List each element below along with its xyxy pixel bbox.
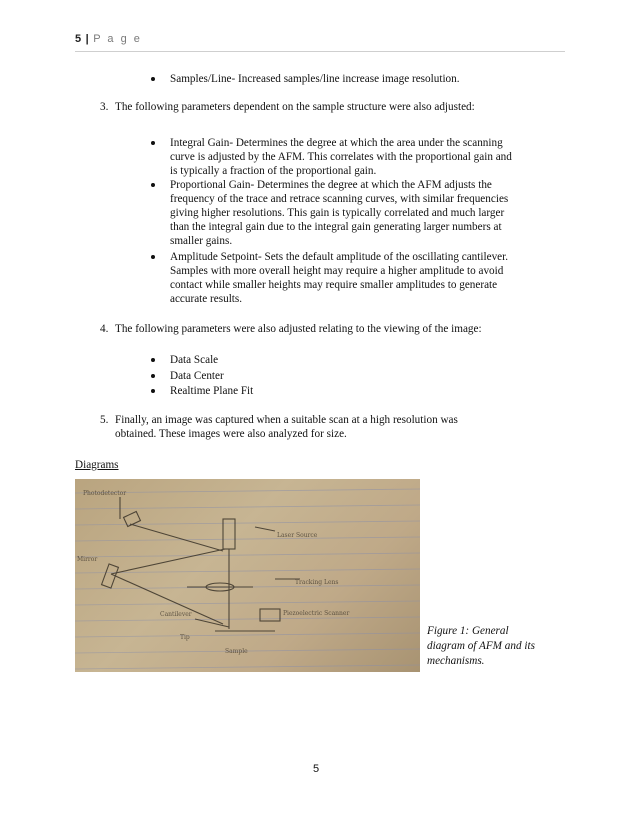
sketch-label: Sample: [225, 648, 248, 655]
list-item: [170, 384, 565, 398]
list-item-line: curve is adjusted by the AFM. This correlates with the proportional gain and: [170, 151, 512, 163]
header-page-number: 5: [75, 33, 82, 45]
figure-caption: [427, 624, 567, 669]
list-item: [100, 322, 565, 336]
bullet-dot: [151, 183, 155, 187]
list-item-line: contact while smaller heights may require smaller amplitudes to generate: [170, 279, 498, 291]
list-item: [170, 178, 565, 248]
list-item-line: obtained. These images were also analyzed for size.: [115, 428, 347, 440]
bullet-dot: [151, 389, 155, 393]
list-item-text: The following parameters dependent on the sample structure were also adjusted:: [115, 101, 475, 113]
list-item-line: Amplitude Setpoint- Sets the default amplitude of the oscillating cantilever.: [170, 251, 509, 263]
list-item-line: Proportional Gain- Determines the degree at which the AFM adjusts the: [170, 179, 492, 191]
caption-line: Figure 1: General: [427, 625, 509, 637]
header-separator: |: [85, 33, 90, 45]
bullet-dot: [151, 255, 155, 259]
sketch-label: Mirror: [77, 556, 98, 563]
list-item: [170, 72, 565, 86]
header-page-word: P a g e: [93, 33, 142, 45]
list-item-line: accurate results.: [170, 293, 243, 305]
afm-diagram-photo: [75, 479, 420, 672]
list-item-text: Samples/Line- Increased samples/line increase image resolution.: [170, 73, 460, 85]
list-item-text: Data Center: [170, 370, 224, 382]
section-heading: Diagrams: [75, 459, 119, 471]
list-item: [170, 353, 565, 367]
list-number: 5.: [100, 414, 109, 426]
sketch-label: Laser Source: [277, 532, 318, 539]
list-item-line: frequency of the trace and retrace scanning curves, with similar frequencies: [170, 193, 509, 205]
bullet-dot: [151, 358, 155, 362]
sketch-label: Piezoelectric Scanner: [283, 610, 350, 617]
sketch-label: Tracking Lens: [295, 579, 339, 586]
list-item-line: Integral Gain- Determines the degree at which the area under the scanning: [170, 137, 503, 149]
list-item: [170, 250, 565, 306]
bullet-dot: [151, 374, 155, 378]
list-item: [170, 136, 565, 178]
list-item-line: than the integral gain due to the integral gain generating larger numbers at: [170, 221, 502, 233]
afm-sketch: [75, 479, 420, 672]
page-header: [75, 33, 565, 52]
footer-page-number: 5: [313, 763, 320, 775]
list-item: [170, 369, 565, 383]
list-item: [100, 100, 565, 114]
list-number: 4.: [100, 323, 109, 335]
list-item-line: is typically a fraction of the proportional gain.: [170, 165, 377, 177]
caption-line: diagram of AFM and its: [427, 640, 535, 652]
list-number: 3.: [100, 101, 109, 113]
sketch-label: Tip: [180, 634, 190, 641]
sketch-label: Photodetector: [83, 490, 127, 497]
bullet-dot: [151, 77, 155, 81]
caption-line: mechanisms.: [427, 655, 485, 667]
list-item-line: Finally, an image was captured when a suitable scan at a high resolution was: [115, 414, 458, 426]
sketch-label: Cantilever: [160, 611, 192, 618]
list-item-line: giving higher resolutions. This gain is typically correlated and much larger: [170, 207, 505, 219]
list-item-line: smaller gains.: [170, 235, 233, 247]
list-item-text: Realtime Plane Fit: [170, 385, 254, 397]
bullet-dot: [151, 141, 155, 145]
list-item-text: Data Scale: [170, 354, 219, 366]
list-item: [100, 413, 565, 441]
sketch-strokes: [102, 497, 300, 631]
list-item-text: The following parameters were also adjusted relating to the viewing of the image:: [115, 323, 482, 335]
list-item-line: Samples with more overall height may require a higher amplitude to avoid: [170, 265, 504, 277]
